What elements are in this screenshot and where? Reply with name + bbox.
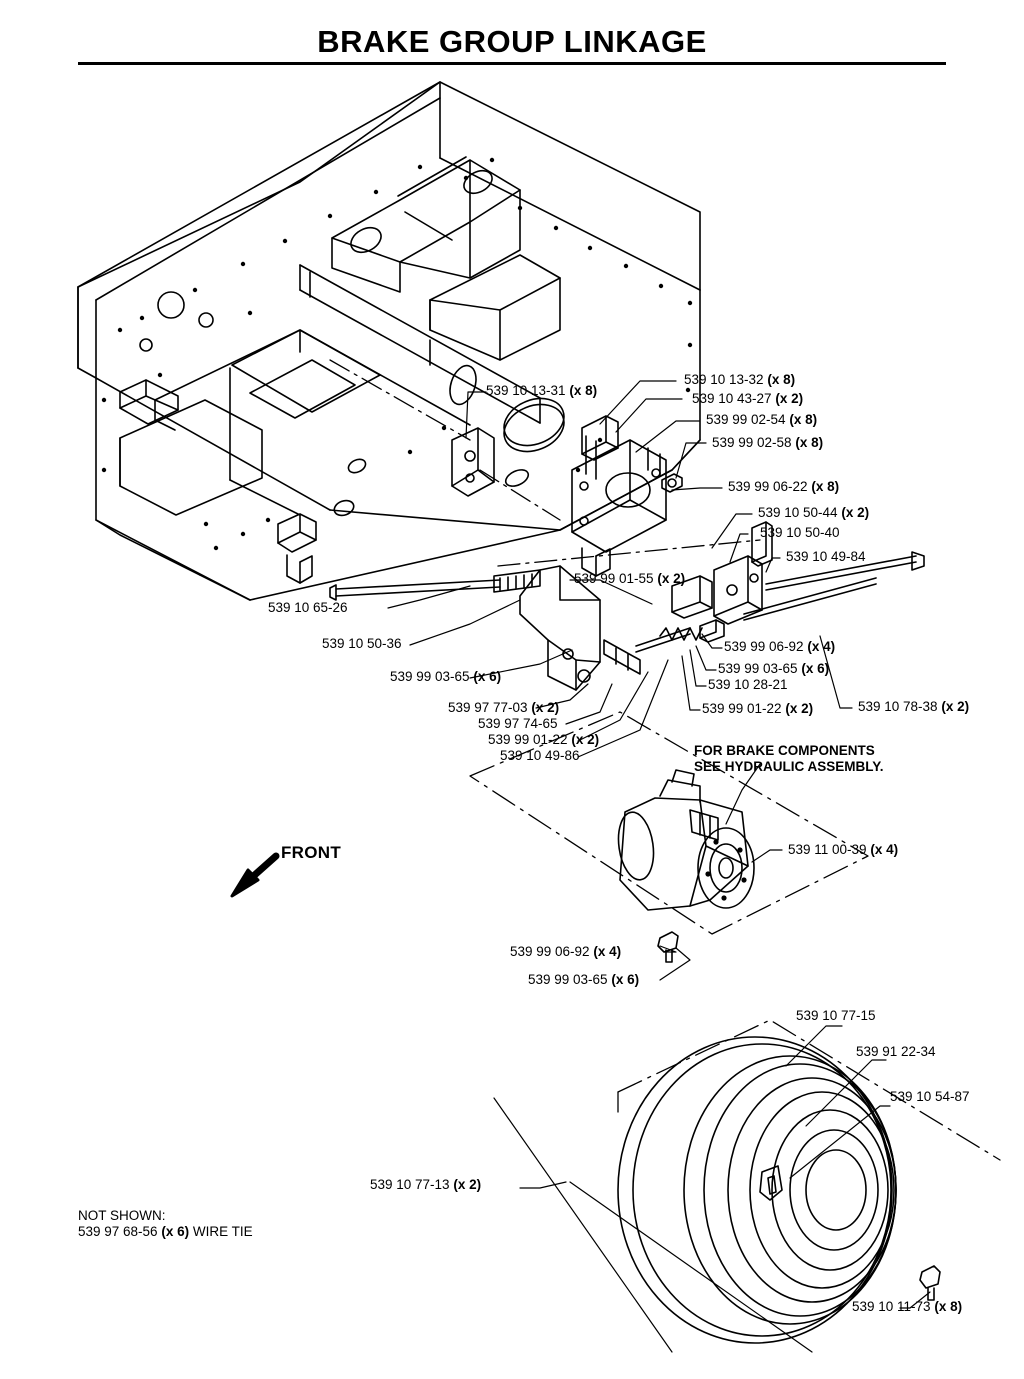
callout-539-10-13-31: 539 10 13-31 (x 8) xyxy=(486,383,598,398)
callout-539-99-01-22-mid: 539 99 01-22 (x 2) xyxy=(702,701,814,716)
callout-539-10-11-73: 539 10 11-73 (x 8) xyxy=(852,1299,963,1314)
callout-539-99-02-58: 539 99 02-58 (x 8) xyxy=(712,435,824,450)
note-brake-components: FOR BRAKE COMPONENTS SEE HYDRAULIC ASSEMBLY. xyxy=(694,743,884,774)
callout-539-10-50-40: 539 10 50-40 xyxy=(760,525,840,540)
callout-539-99-03-65-left: 539 99 03-65 (x 6) xyxy=(390,669,502,684)
wheel-and-tire xyxy=(618,1037,940,1343)
callout-539-10-77-15: 539 10 77-15 xyxy=(796,1008,876,1023)
not-shown-note: NOT SHOWN: 539 97 68-56 (x 6) WIRE TIE xyxy=(78,1208,253,1239)
chassis-frame xyxy=(78,82,700,600)
front-direction-arrow xyxy=(232,856,276,896)
hydraulic-motor-assembly xyxy=(614,770,754,962)
callout-539-91-22-34: 539 91 22-34 xyxy=(856,1044,936,1059)
callout-539-99-02-54: 539 99 02-54 (x 8) xyxy=(706,412,818,427)
callout-539-10-54-87: 539 10 54-87 xyxy=(890,1089,970,1104)
callout-539-97-77-03: 539 97 77-03 (x 2) xyxy=(448,700,560,715)
callout-539-10-49-86: 539 10 49-86 xyxy=(500,748,580,763)
callout-539-10-77-13: 539 10 77-13 (x 2) xyxy=(370,1177,482,1192)
callout-539-99-06-92-lower: 539 99 06-92 (x 4) xyxy=(510,944,622,959)
callout-539-10-78-38: 539 10 78-38 (x 2) xyxy=(858,699,970,714)
front-label: FRONT xyxy=(281,843,342,862)
callout-539-99-03-65-mid: 539 99 03-65 (x 6) xyxy=(718,661,830,676)
callout-539-11-00-39: 539 11 00-39 (x 4) xyxy=(788,842,899,857)
callout-539-99-06-22: 539 99 06-22 (x 8) xyxy=(728,479,840,494)
callout-539-99-01-55: 539 99 01-55 (x 2) xyxy=(574,571,686,586)
callout-539-10-50-36: 539 10 50-36 xyxy=(322,636,402,651)
callout-539-10-65-26: 539 10 65-26 xyxy=(268,600,348,615)
callout-539-10-28-21: 539 10 28-21 xyxy=(708,677,788,692)
callout-539-10-49-84: 539 10 49-84 xyxy=(786,549,866,564)
page-title: BRAKE GROUP LINKAGE xyxy=(317,24,707,59)
callout-539-99-01-22-left: 539 99 01-22 (x 2) xyxy=(488,732,600,747)
callout-539-97-74-65: 539 97 74-65 xyxy=(478,716,558,731)
callout-539-10-43-27: 539 10 43-27 (x 2) xyxy=(692,391,804,406)
callout-539-10-50-44: 539 10 50-44 (x 2) xyxy=(758,505,870,520)
callout-539-99-03-65-lower: 539 99 03-65 (x 6) xyxy=(528,972,640,987)
callout-539-10-13-32: 539 10 13-32 (x 8) xyxy=(684,372,796,387)
callout-539-99-06-92-mid: 539 99 06-92 (x 4) xyxy=(724,639,836,654)
